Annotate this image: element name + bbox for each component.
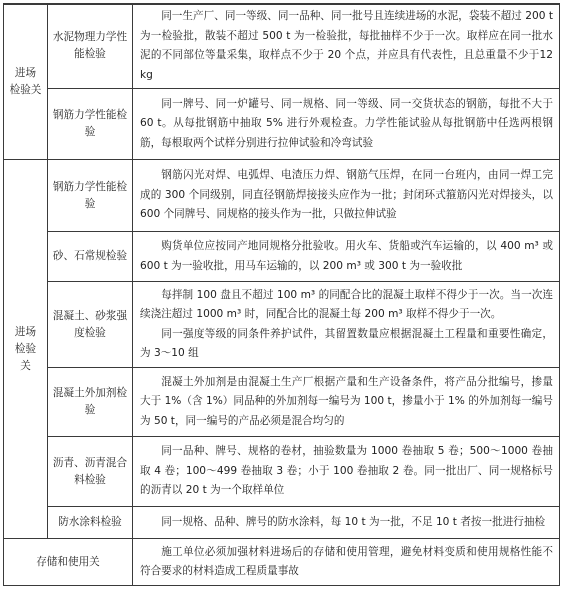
table-row — [4, 507, 560, 539]
category-label: 进场 检验关 — [9, 66, 42, 96]
item-cell — [48, 507, 133, 539]
content-text: 钢筋闪光对焊、电弧焊、电渣压力焊、钢筋气压焊，在同一台班内，由同一焊工完成的 300 个同级别，同直径钢筋焊接接头应作为一批；封闭环式箍筋闪光对焊接头，以 600 个同牌号、同规格的接头作为一批，只做拉伸试验 — [140, 169, 553, 221]
item-label: 砂、石常规检验 — [52, 250, 128, 262]
item-cell — [48, 437, 133, 507]
content-text: 同一品种、牌号、规格的卷材，抽验数量为 1000 卷抽取 5 卷；500～1000 卷抽取 4 卷；100～499 卷抽取 3 卷；小于 100 卷抽取 2 卷。同一批出厂、同一规格标号的沥青以 20 t 为一个取样单位 — [140, 445, 553, 497]
table-row — [4, 282, 560, 368]
item-cell — [48, 4, 133, 89]
table-row — [4, 437, 560, 507]
content-text: 同一规格、品种、牌号的防水涂料，每 10 t 为一批，不足 10 t 者按一批进行抽检 — [161, 515, 546, 528]
item-label: 水泥物理力学性能检验 — [52, 31, 128, 60]
item-cell — [48, 89, 133, 160]
item-label: 混凝土、砂浆强度检验 — [52, 309, 128, 339]
content-text: 购货单位应按同产地同规格分批验收。用火车、货船或汽车运输的，以 400 m³ 或 600 t 为一验收批，用马车运输的，以 200 m³ 或 300 t 为一验收批 — [140, 240, 553, 272]
item-label: 沥青、沥青混合料检验 — [52, 456, 128, 486]
content-cell — [133, 232, 560, 282]
category-cell — [4, 160, 48, 539]
content-cell — [133, 89, 560, 160]
item-label: 钢筋力学性能检验 — [52, 180, 128, 210]
content-cell — [133, 282, 560, 368]
item-label: 防水涂料检验 — [58, 516, 122, 528]
material-inspection-table — [3, 3, 560, 586]
table-row — [4, 4, 560, 89]
content-text: 同一牌号、同一炉罐号、同一规格、同一等级、同一交货状态的钢筋，每批不大于 60 t。从每批钢筋中抽取 5% 进行外观检查。力学性能试验从每批钢筋中任选两根钢筋，每根取两个试样分别进行拉伸试验和冷弯试验 — [140, 97, 553, 149]
content-text: 施工单位必须加强材料进场后的存储和使用管理，避免材料变质和使用规格性能不符合要求的材料造成工程质量事故 — [140, 545, 553, 577]
item-label: 混凝土外加剂检验 — [52, 387, 128, 416]
content-cell — [133, 507, 560, 539]
content-cell — [133, 539, 560, 586]
content-text: 同一强度等级的同条件养护试件，其留置数量应根据混凝土工程量和重要性确定，为 3～10 组 — [140, 327, 553, 359]
content-cell — [133, 368, 560, 437]
content-text: 混凝土外加剂是由混凝土生产厂根据产量和生产设备条件，将产品分批编号，掺量大于 1%（含 1%）同品种的外加剂每一编号为 100 t，掺量小于 1% 的外加剂每一编号为 50 t，同一编号的产品必须是混合均匀的 — [140, 375, 553, 427]
item-cell — [48, 160, 133, 232]
table-row — [4, 368, 560, 437]
content-cell — [133, 437, 560, 507]
item-cell — [48, 282, 133, 368]
content-text: 同一生产厂、同一等级、同一品种、同一批号且连续进场的水泥，袋装不超过 200 t 为一检验批，散装不超过 500 t 为一检验批，每批抽样不少于一次。取样应在同一批水泥的不同部位等量采集，取样点不少于 20 个点，并应具有代表性，且总重量不少于12 kg — [140, 10, 553, 81]
content-text: 每拌制 100 盘且不超过 100 m³ 的同配合比的混凝土取样不得少于一次。当一次连续浇注超过 1000 m³ 时，同配合比的混凝土每 200 m³ 取样不得少于一次。 — [140, 288, 553, 320]
item-label: 钢筋力学性能检验 — [52, 109, 128, 138]
table-row — [4, 89, 560, 160]
category-cell — [4, 4, 48, 160]
content-cell — [133, 4, 560, 89]
category-label: 存储和使用关 — [36, 555, 100, 568]
item-cell — [48, 368, 133, 437]
table-row — [4, 160, 560, 232]
table-row — [4, 539, 560, 586]
category-label: 进场 检验 关 — [14, 325, 37, 372]
content-cell — [133, 160, 560, 232]
category-cell — [4, 539, 133, 586]
table-row — [4, 232, 560, 282]
item-cell — [48, 232, 133, 282]
